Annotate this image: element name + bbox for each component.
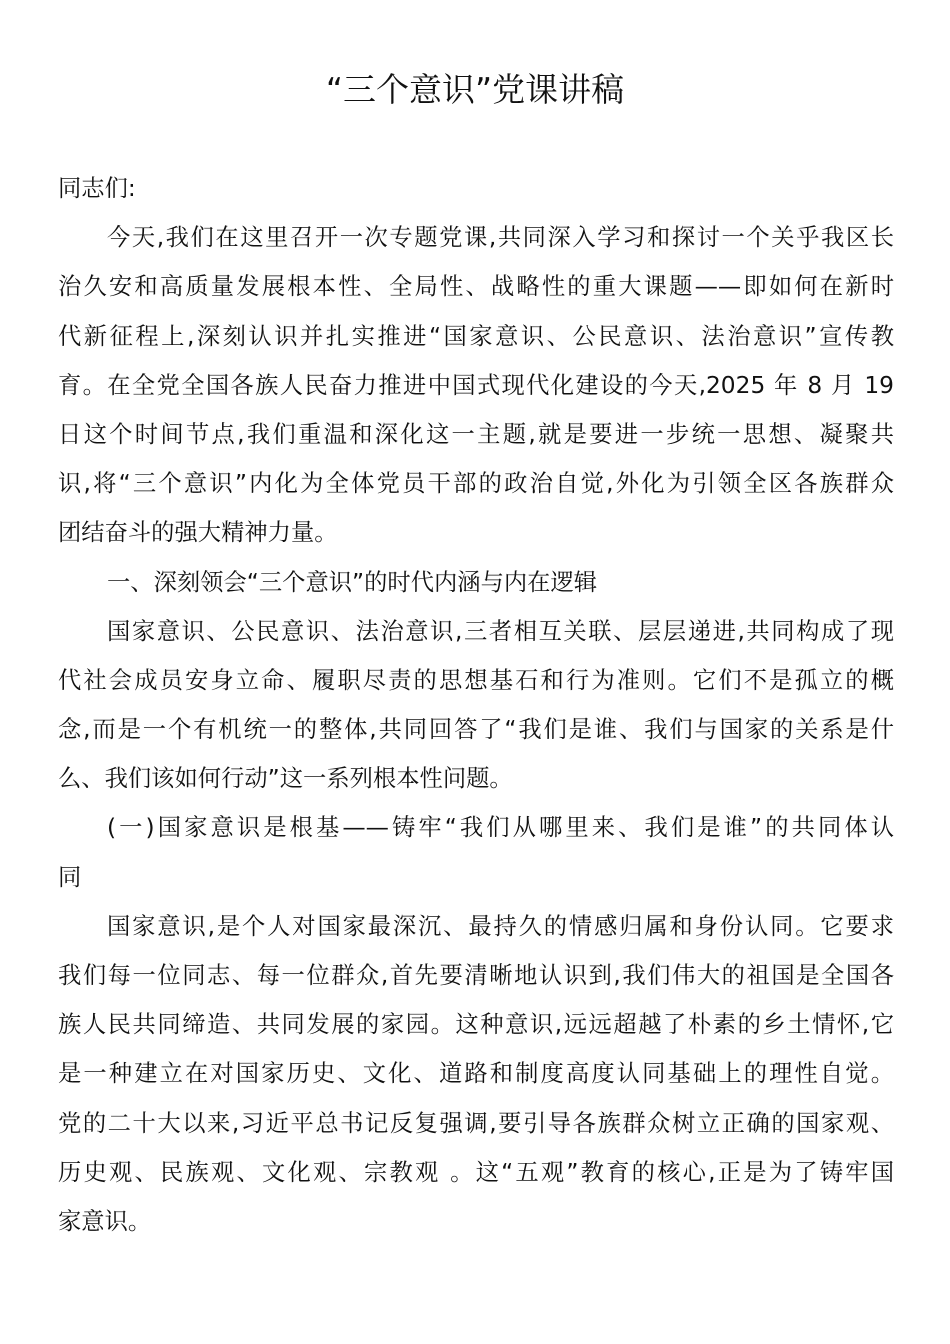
document-body (58, 164, 894, 1246)
paragraph-line: 族人民共同缔造、共同发展的家园。这种意识,远远超越了朴素的乡土情怀,它 (58, 1011, 894, 1039)
document-title: “三个意识”党课讲稿 (325, 70, 625, 109)
paragraph-line: 治久安和高质量发展根本性、全局性、战略性的重大课题——即如何在新时 (58, 273, 894, 301)
paragraph-line: 今天,我们在这里召开一次专题党课,共同深入学习和探讨一个关乎我区长 (107, 224, 894, 252)
paragraph-line: 国家意识、公民意识、法治意识,三者相互关联、层层递进,共同构成了现 (107, 617, 894, 645)
paragraph-line: 识,将“三个意识”内化为全体党员干部的政治自觉,外化为引领全区各族群众 (58, 470, 894, 498)
paragraph-subsection-1 (58, 902, 894, 1246)
section-heading-1 (58, 558, 894, 607)
paragraph-line: 历史观、民族观、文化观、宗教观 。这“五观”教育的核心,正是为了铸牢国 (58, 1158, 894, 1186)
paragraph-line: 育。在全党全国各族人民奋力推进中国式现代化建设的今天,2025 年 8 月 19 (58, 371, 894, 399)
paragraph-line: 家意识。 (58, 1207, 152, 1235)
paragraph-section-1 (58, 607, 894, 804)
subsection-heading-line: (一)国家意识是根基——铸牢“我们从哪里来、我们是谁”的共同体认 (107, 814, 894, 842)
paragraph-line: 团结奋斗的强大精神力量。 (58, 519, 338, 547)
paragraph-line: 国家意识,是个人对国家最深沉、最持久的情感归属和身份认同。它要求 (107, 912, 894, 940)
paragraph-intro (58, 213, 894, 557)
subsection-heading-1 (58, 803, 894, 901)
paragraph-line: 代社会成员安身立命、履职尽责的思想基石和行为准则。它们不是孤立的概 (58, 666, 894, 694)
paragraph-line: 念,而是一个有机统一的整体,共同回答了“我们是谁、我们与国家的关系是什 (58, 716, 894, 744)
paragraph-line: 党的二十大以来,习近平总书记反复强调,要引导各族群众树立正确的国家观、 (58, 1109, 894, 1137)
salutation: 同志们: (58, 175, 136, 202)
paragraph-line: 是一种建立在对国家历史、文化、道路和制度高度认同基础上的理性自觉。 (58, 1060, 894, 1088)
paragraph-line: 我们每一位同志、每一位群众,首先要清晰地认识到,我们伟大的祖国是全国各 (58, 962, 894, 989)
section-heading-line: 一、深刻领会“三个意识”的时代内涵与内在逻辑 (107, 568, 598, 596)
paragraph-line: 日这个时间节点,我们重温和深化这一主题,就是要进一步统一思想、凝聚共 (58, 420, 894, 448)
paragraph-line: 代新征程上,深刻认识并扎实推进“国家意识、公民意识、法治意识”宣传教 (58, 322, 894, 350)
paragraph-line: 么、我们该如何行动”这一系列根本性问题。 (58, 765, 513, 793)
subsection-heading-line: 同 (58, 863, 82, 891)
